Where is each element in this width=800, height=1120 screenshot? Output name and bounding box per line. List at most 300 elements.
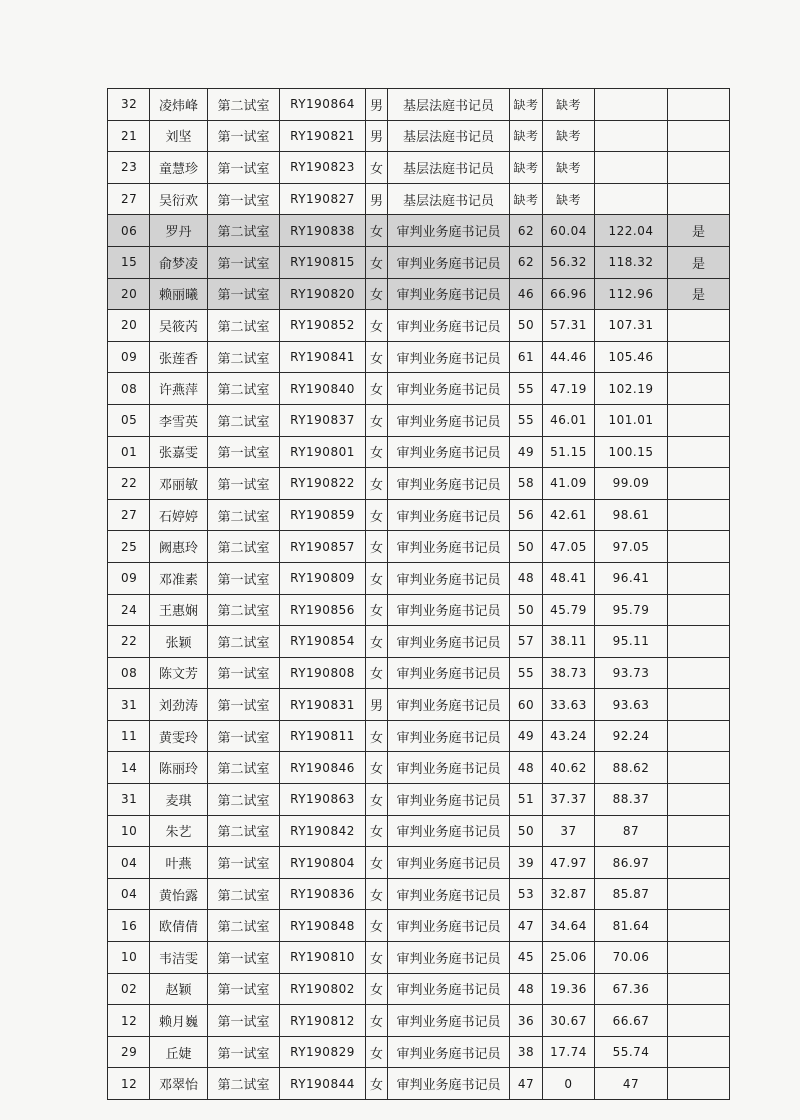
seat-number-cell: 24 [108,594,150,626]
candidate-id-cell: RY190808 [280,657,366,689]
position-cell: 审判业务庭书记员 [388,784,510,816]
total-score-cell: 86.97 [595,847,668,879]
position-cell: 审判业务庭书记员 [388,1005,510,1037]
written-score-cell: 50 [510,594,543,626]
interview-score-cell: 48.41 [543,562,595,594]
seat-number-cell: 09 [108,341,150,373]
seat-number-cell: 23 [108,152,150,184]
gender-cell: 女 [366,246,388,278]
total-score-cell: 107.31 [595,310,668,342]
hired-mark-cell [668,657,730,689]
candidate-id-cell: RY190831 [280,689,366,721]
table-row [108,373,730,405]
hired-mark-cell [668,120,730,152]
name-cell: 王惠娴 [150,594,208,626]
table-row [108,942,730,974]
gender-cell: 女 [366,278,388,310]
total-score-cell: 47 [595,1068,668,1100]
hired-mark-cell [668,784,730,816]
name-cell: 张颖 [150,626,208,658]
candidate-id-cell: RY190812 [280,1005,366,1037]
seat-number-cell: 08 [108,657,150,689]
interview-score-cell: 51.15 [543,436,595,468]
total-score-cell: 122.04 [595,215,668,247]
table-row [108,246,730,278]
table-row [108,973,730,1005]
written-score-cell: 60 [510,689,543,721]
interview-score-cell: 47.05 [543,531,595,563]
hired-mark-cell [668,562,730,594]
hired-mark-cell [668,973,730,1005]
interview-score-cell: 57.31 [543,310,595,342]
position-cell: 审判业务庭书记员 [388,215,510,247]
gender-cell: 女 [366,152,388,184]
candidate-id-cell: RY190856 [280,594,366,626]
written-score-cell: 39 [510,847,543,879]
total-score-cell: 55.74 [595,1036,668,1068]
total-score-cell: 88.37 [595,784,668,816]
table-body [108,89,730,1100]
candidate-id-cell: RY190836 [280,878,366,910]
candidate-id-cell: RY190810 [280,942,366,974]
name-cell: 韦洁雯 [150,942,208,974]
position-cell: 审判业务庭书记员 [388,404,510,436]
hired-mark-cell [668,436,730,468]
interview-score-cell: 56.32 [543,246,595,278]
interview-score-cell: 缺考 [543,89,595,121]
interview-score-cell: 32.87 [543,878,595,910]
total-score-cell: 93.63 [595,689,668,721]
gender-cell: 女 [366,1036,388,1068]
written-score-cell: 缺考 [510,152,543,184]
exam-room-cell: 第一试室 [208,942,280,974]
table-row [108,183,730,215]
gender-cell: 男 [366,89,388,121]
candidate-id-cell: RY190844 [280,1068,366,1100]
candidate-id-cell: RY190857 [280,531,366,563]
total-score-cell: 93.73 [595,657,668,689]
position-cell: 审判业务庭书记员 [388,626,510,658]
name-cell: 邓翠怡 [150,1068,208,1100]
total-score-cell [595,152,668,184]
hired-mark-cell [668,910,730,942]
table-row [108,847,730,879]
position-cell: 审判业务庭书记员 [388,910,510,942]
gender-cell: 女 [366,657,388,689]
table-row [108,215,730,247]
interview-score-cell: 17.74 [543,1036,595,1068]
candidate-id-cell: RY190802 [280,973,366,1005]
seat-number-cell: 14 [108,752,150,784]
table-row [108,1068,730,1100]
written-score-cell: 47 [510,910,543,942]
table-row [108,910,730,942]
name-cell: 黄怡露 [150,878,208,910]
interview-score-cell: 42.61 [543,499,595,531]
exam-room-cell: 第一试室 [208,183,280,215]
exam-room-cell: 第二试室 [208,594,280,626]
exam-room-cell: 第一试室 [208,657,280,689]
written-score-cell: 50 [510,310,543,342]
written-score-cell: 50 [510,815,543,847]
written-score-cell: 50 [510,531,543,563]
candidate-id-cell: RY190822 [280,468,366,500]
name-cell: 邓丽敏 [150,468,208,500]
name-cell: 吴筱芮 [150,310,208,342]
written-score-cell: 58 [510,468,543,500]
seat-number-cell: 22 [108,626,150,658]
gender-cell: 女 [366,341,388,373]
hired-mark-cell [668,878,730,910]
gender-cell: 女 [366,973,388,1005]
gender-cell: 女 [366,815,388,847]
total-score-cell: 81.64 [595,910,668,942]
candidate-id-cell: RY190842 [280,815,366,847]
exam-room-cell: 第二试室 [208,89,280,121]
gender-cell: 女 [366,562,388,594]
seat-number-cell: 21 [108,120,150,152]
exam-room-cell: 第二试室 [208,910,280,942]
exam-room-cell: 第一试室 [208,120,280,152]
written-score-cell: 55 [510,404,543,436]
interview-score-cell: 缺考 [543,183,595,215]
position-cell: 审判业务庭书记员 [388,657,510,689]
position-cell: 审判业务庭书记员 [388,752,510,784]
name-cell: 李雪英 [150,404,208,436]
candidate-id-cell: RY190801 [280,436,366,468]
position-cell: 审判业务庭书记员 [388,1068,510,1100]
gender-cell: 女 [366,878,388,910]
hired-mark-cell [668,847,730,879]
table-row [108,1036,730,1068]
interview-score-cell: 缺考 [543,152,595,184]
table-row [108,752,730,784]
written-score-cell: 57 [510,626,543,658]
table-row [108,120,730,152]
name-cell: 麦琪 [150,784,208,816]
exam-room-cell: 第二试室 [208,626,280,658]
seat-number-cell: 20 [108,310,150,342]
hired-mark-cell: 是 [668,215,730,247]
position-cell: 审判业务庭书记员 [388,436,510,468]
total-score-cell: 112.96 [595,278,668,310]
candidate-id-cell: RY190841 [280,341,366,373]
name-cell: 黄雯玲 [150,720,208,752]
hired-mark-cell [668,942,730,974]
hired-mark-cell [668,152,730,184]
seat-number-cell: 29 [108,1036,150,1068]
position-cell: 审判业务庭书记员 [388,689,510,721]
written-score-cell: 56 [510,499,543,531]
written-score-cell: 62 [510,246,543,278]
total-score-cell [595,183,668,215]
total-score-cell: 87 [595,815,668,847]
seat-number-cell: 31 [108,784,150,816]
candidate-id-cell: RY190823 [280,152,366,184]
seat-number-cell: 06 [108,215,150,247]
candidate-id-cell: RY190864 [280,89,366,121]
seat-number-cell: 08 [108,373,150,405]
table-row [108,878,730,910]
gender-cell: 女 [366,215,388,247]
name-cell: 叶燕 [150,847,208,879]
candidate-id-cell: RY190804 [280,847,366,879]
exam-room-cell: 第二试室 [208,752,280,784]
candidate-id-cell: RY190809 [280,562,366,594]
candidate-id-cell: RY190811 [280,720,366,752]
written-score-cell: 48 [510,752,543,784]
gender-cell: 女 [366,404,388,436]
name-cell: 刘劲涛 [150,689,208,721]
table-row [108,531,730,563]
total-score-cell: 95.11 [595,626,668,658]
exam-room-cell: 第二试室 [208,784,280,816]
exam-room-cell: 第一试室 [208,562,280,594]
table-row [108,784,730,816]
name-cell: 阙惠玲 [150,531,208,563]
position-cell: 基层法庭书记员 [388,183,510,215]
table-row [108,436,730,468]
table-row [108,341,730,373]
written-score-cell: 缺考 [510,89,543,121]
hired-mark-cell [668,468,730,500]
gender-cell: 女 [366,626,388,658]
total-score-cell: 88.62 [595,752,668,784]
exam-room-cell: 第二试室 [208,404,280,436]
hired-mark-cell [668,752,730,784]
exam-room-cell: 第一试室 [208,1005,280,1037]
exam-room-cell: 第二试室 [208,1068,280,1100]
interview-score-cell: 19.36 [543,973,595,1005]
position-cell: 基层法庭书记员 [388,89,510,121]
seat-number-cell: 31 [108,689,150,721]
written-score-cell: 48 [510,973,543,1005]
hired-mark-cell: 是 [668,278,730,310]
written-score-cell: 49 [510,436,543,468]
total-score-cell: 102.19 [595,373,668,405]
position-cell: 审判业务庭书记员 [388,594,510,626]
gender-cell: 女 [366,436,388,468]
hired-mark-cell [668,341,730,373]
total-score-cell: 98.61 [595,499,668,531]
table-row [108,468,730,500]
interview-score-cell: 44.46 [543,341,595,373]
written-score-cell: 47 [510,1068,543,1100]
hired-mark-cell: 是 [668,246,730,278]
hired-mark-cell [668,594,730,626]
exam-room-cell: 第一试室 [208,689,280,721]
hired-mark-cell [668,815,730,847]
seat-number-cell: 04 [108,878,150,910]
seat-number-cell: 25 [108,531,150,563]
gender-cell: 女 [366,1005,388,1037]
gender-cell: 男 [366,183,388,215]
interview-score-cell: 66.96 [543,278,595,310]
seat-number-cell: 10 [108,942,150,974]
name-cell: 张嘉雯 [150,436,208,468]
name-cell: 赖月巍 [150,1005,208,1037]
hired-mark-cell [668,720,730,752]
table-row [108,815,730,847]
gender-cell: 女 [366,847,388,879]
table-row [108,657,730,689]
name-cell: 丘婕 [150,1036,208,1068]
interview-score-cell: 40.62 [543,752,595,784]
total-score-cell: 101.01 [595,404,668,436]
candidate-id-cell: RY190815 [280,246,366,278]
total-score-cell: 118.32 [595,246,668,278]
total-score-cell: 96.41 [595,562,668,594]
position-cell: 审判业务庭书记员 [388,341,510,373]
interview-score-cell: 25.06 [543,942,595,974]
written-score-cell: 46 [510,278,543,310]
total-score-cell: 70.06 [595,942,668,974]
position-cell: 审判业务庭书记员 [388,942,510,974]
seat-number-cell: 09 [108,562,150,594]
table-row [108,404,730,436]
seat-number-cell: 12 [108,1068,150,1100]
name-cell: 刘坚 [150,120,208,152]
exam-room-cell: 第一试室 [208,847,280,879]
candidate-id-cell: RY190821 [280,120,366,152]
name-cell: 许燕萍 [150,373,208,405]
position-cell: 审判业务庭书记员 [388,847,510,879]
hired-mark-cell [668,531,730,563]
seat-number-cell: 11 [108,720,150,752]
written-score-cell: 36 [510,1005,543,1037]
total-score-cell: 100.15 [595,436,668,468]
total-score-cell: 99.09 [595,468,668,500]
interview-score-cell: 34.64 [543,910,595,942]
gender-cell: 女 [366,752,388,784]
seat-number-cell: 20 [108,278,150,310]
gender-cell: 女 [366,720,388,752]
hired-mark-cell [668,183,730,215]
interview-score-cell: 缺考 [543,120,595,152]
position-cell: 审判业务庭书记员 [388,246,510,278]
total-score-cell: 97.05 [595,531,668,563]
hired-mark-cell [668,626,730,658]
hired-mark-cell [668,310,730,342]
seat-number-cell: 02 [108,973,150,1005]
table-row [108,89,730,121]
written-score-cell: 62 [510,215,543,247]
gender-cell: 女 [366,594,388,626]
seat-number-cell: 01 [108,436,150,468]
candidate-id-cell: RY190854 [280,626,366,658]
name-cell: 赵颖 [150,973,208,1005]
table-row [108,278,730,310]
position-cell: 审判业务庭书记员 [388,878,510,910]
candidate-id-cell: RY190820 [280,278,366,310]
gender-cell: 女 [366,1068,388,1100]
table-row [108,1005,730,1037]
candidate-id-cell: RY190838 [280,215,366,247]
written-score-cell: 38 [510,1036,543,1068]
name-cell: 俞梦凌 [150,246,208,278]
written-score-cell: 53 [510,878,543,910]
position-cell: 审判业务庭书记员 [388,1036,510,1068]
table-row [108,310,730,342]
hired-mark-cell [668,1005,730,1037]
seat-number-cell: 05 [108,404,150,436]
interview-score-cell: 37.37 [543,784,595,816]
position-cell: 审判业务庭书记员 [388,562,510,594]
total-score-cell: 66.67 [595,1005,668,1037]
name-cell: 朱艺 [150,815,208,847]
table-row [108,720,730,752]
hired-mark-cell [668,89,730,121]
exam-room-cell: 第二试室 [208,499,280,531]
written-score-cell: 51 [510,784,543,816]
interview-score-cell: 0 [543,1068,595,1100]
position-cell: 审判业务庭书记员 [388,531,510,563]
exam-room-cell: 第二试室 [208,373,280,405]
interview-score-cell: 46.01 [543,404,595,436]
seat-number-cell: 22 [108,468,150,500]
exam-room-cell: 第二试室 [208,341,280,373]
exam-room-cell: 第二试室 [208,310,280,342]
name-cell: 邓准素 [150,562,208,594]
position-cell: 审判业务庭书记员 [388,499,510,531]
gender-cell: 女 [366,784,388,816]
seat-number-cell: 27 [108,183,150,215]
position-cell: 审判业务庭书记员 [388,720,510,752]
exam-room-cell: 第二试室 [208,878,280,910]
position-cell: 基层法庭书记员 [388,152,510,184]
hired-mark-cell [668,689,730,721]
exam-room-cell: 第二试室 [208,815,280,847]
exam-room-cell: 第二试室 [208,215,280,247]
exam-room-cell: 第一试室 [208,1036,280,1068]
interview-score-cell: 41.09 [543,468,595,500]
total-score-cell: 67.36 [595,973,668,1005]
exam-room-cell: 第一试室 [208,246,280,278]
name-cell: 张莲香 [150,341,208,373]
candidate-id-cell: RY190837 [280,404,366,436]
interview-score-cell: 37 [543,815,595,847]
seat-number-cell: 32 [108,89,150,121]
score-table [107,88,730,1100]
exam-room-cell: 第一试室 [208,278,280,310]
hired-mark-cell [668,404,730,436]
name-cell: 陈丽玲 [150,752,208,784]
candidate-id-cell: RY190848 [280,910,366,942]
exam-room-cell: 第一试室 [208,973,280,1005]
name-cell: 童慧珍 [150,152,208,184]
gender-cell: 女 [366,531,388,563]
position-cell: 基层法庭书记员 [388,120,510,152]
position-cell: 审判业务庭书记员 [388,468,510,500]
written-score-cell: 55 [510,373,543,405]
table-row [108,152,730,184]
seat-number-cell: 04 [108,847,150,879]
candidate-id-cell: RY190840 [280,373,366,405]
name-cell: 欧倩倩 [150,910,208,942]
interview-score-cell: 47.97 [543,847,595,879]
total-score-cell: 95.79 [595,594,668,626]
total-score-cell: 92.24 [595,720,668,752]
candidate-id-cell: RY190852 [280,310,366,342]
hired-mark-cell [668,499,730,531]
gender-cell: 女 [366,468,388,500]
exam-room-cell: 第一试室 [208,436,280,468]
total-score-cell: 105.46 [595,341,668,373]
name-cell: 赖丽曦 [150,278,208,310]
seat-number-cell: 15 [108,246,150,278]
total-score-cell: 85.87 [595,878,668,910]
seat-number-cell: 10 [108,815,150,847]
